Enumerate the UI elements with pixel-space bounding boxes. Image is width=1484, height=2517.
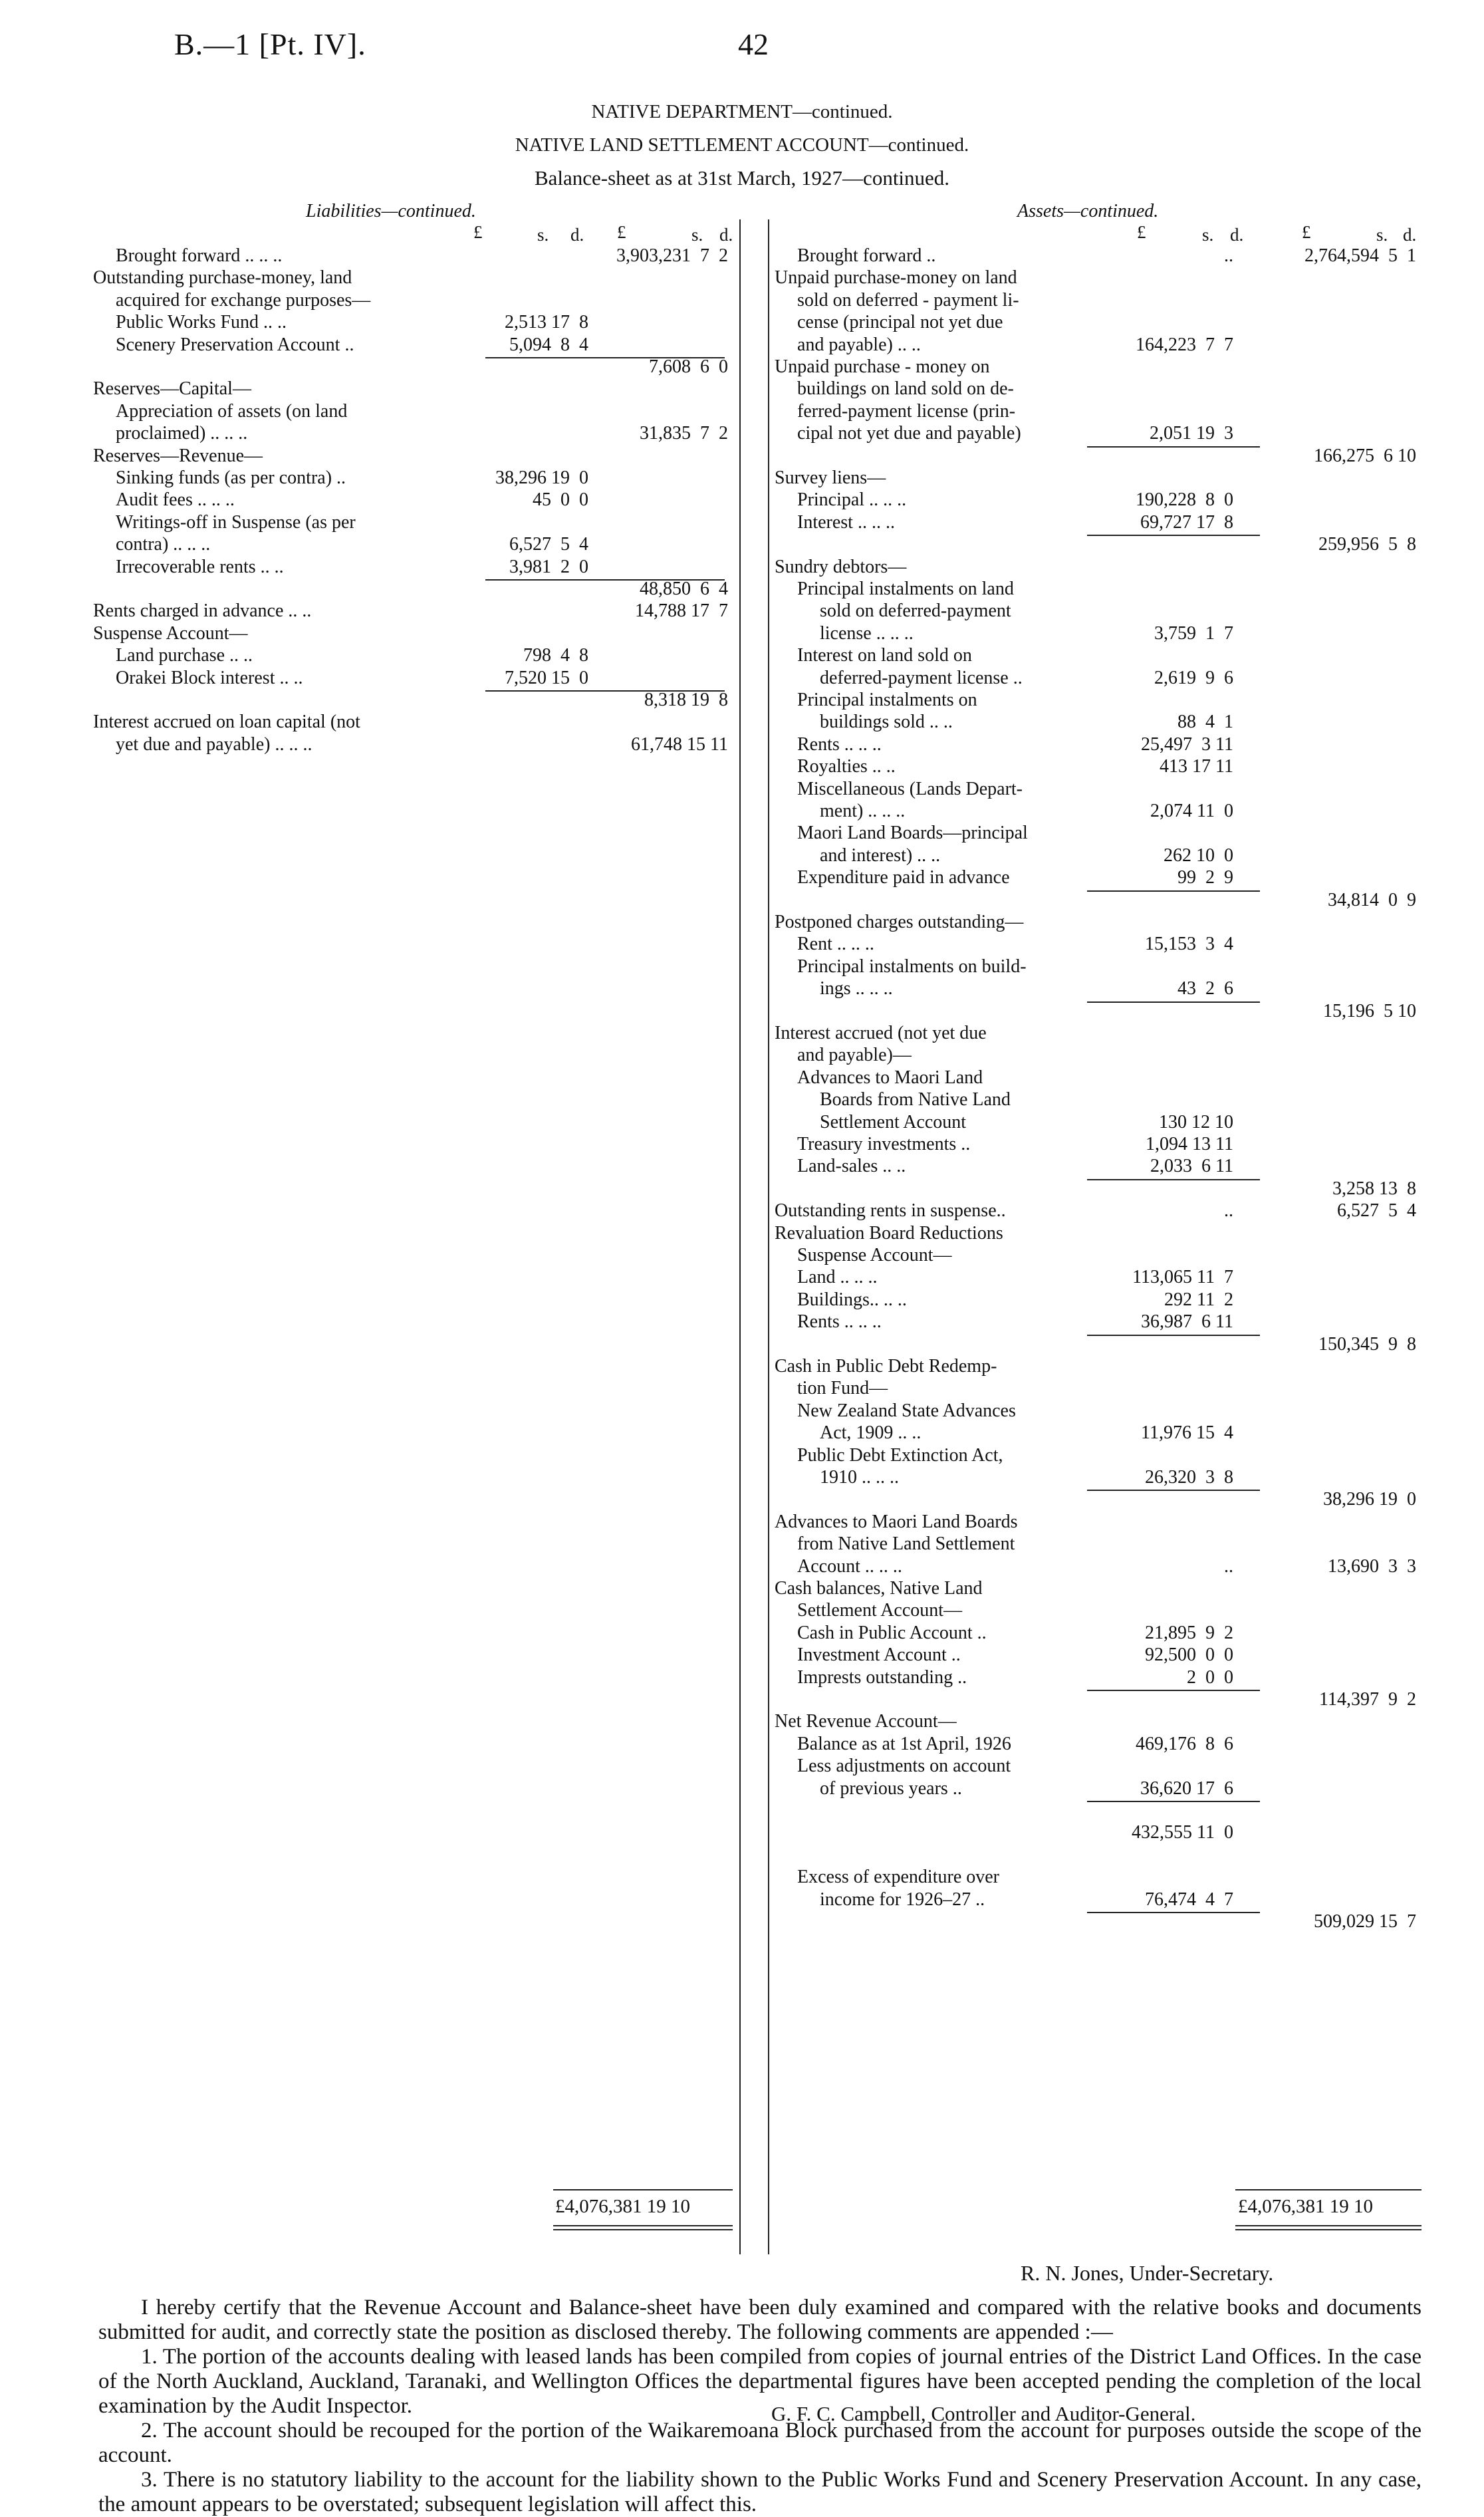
ledger-row	[775, 311, 1416, 333]
row-label: buildings sold .. ..	[820, 712, 953, 733]
ledger-row	[775, 889, 1416, 911]
ledger-row	[93, 422, 728, 444]
liabilities-heading: Liabilities—continued.	[306, 201, 476, 221]
row-label: Scenery Preservation Account ..	[116, 334, 354, 355]
row-label: and interest) .. ..	[820, 845, 941, 866]
ledger-row	[775, 1688, 1416, 1710]
ledger-row	[775, 667, 1416, 689]
row-label: Irrecoverable rents .. ..	[116, 556, 284, 577]
ledger-row	[775, 778, 1416, 800]
ledger-row	[775, 1778, 1416, 1799]
ledger-row	[775, 400, 1416, 422]
row-label: Brought forward .. .. ..	[116, 245, 283, 266]
row-amount-total: 14,788 17 7	[635, 600, 728, 622]
row-amount-detail: 3,981 2 0	[509, 556, 588, 577]
ledger-row	[775, 911, 1416, 933]
row-amount-total: 61,748 15 11	[631, 733, 728, 755]
ledger-row	[775, 1244, 1416, 1266]
row-amount-detail: 88 4 1	[1177, 712, 1233, 733]
row-label: Balance as at 1st April, 1926	[797, 1733, 1011, 1754]
ledger-row	[775, 1710, 1416, 1732]
row-label: Settlement Account—	[797, 1600, 963, 1621]
row-amount-detail: 190,228 8 0	[1136, 489, 1233, 511]
row-amount-detail: 76,474 4 7	[1145, 1889, 1233, 1910]
ledger-row	[775, 1400, 1416, 1422]
row-label: Cash in Public Debt Redemp-	[775, 1356, 997, 1377]
ledger-row	[775, 1178, 1416, 1200]
ledger-row	[775, 1622, 1416, 1644]
row-label: Expenditure paid in advance	[797, 867, 1010, 888]
row-amount-total: 6,527 5 4	[1337, 1200, 1416, 1222]
row-label: Sundry debtors—	[775, 556, 907, 577]
ledger-row	[775, 289, 1416, 311]
ledger-row	[775, 1488, 1416, 1510]
row-amount-detail: 164,223 7 7	[1136, 334, 1233, 355]
ledger-row	[93, 622, 728, 644]
row-label: Miscellaneous (Lands Depart-	[797, 778, 1023, 799]
row-amount-total: 3,903,231 7 2	[616, 245, 728, 266]
row-label: Principal instalments on build-	[797, 956, 1027, 977]
row-label: Revaluation Board Reductions	[775, 1222, 1003, 1244]
row-label: Act, 1909 .. ..	[820, 1422, 922, 1444]
row-amount-detail: 2,619 9 6	[1154, 667, 1233, 688]
row-amount-detail: ..	[1224, 1200, 1233, 1222]
ledger-row	[93, 245, 728, 267]
row-label: Orakei Block interest .. ..	[116, 667, 303, 688]
row-label: tion Fund—	[797, 1378, 888, 1399]
row-label: Imprests outstanding ..	[797, 1666, 967, 1688]
liabilities-total: £4,076,381 19 10	[555, 2196, 690, 2217]
ledger-row	[775, 933, 1416, 955]
row-label: Account .. .. ..	[797, 1555, 902, 1577]
unit-pence: d.	[719, 225, 733, 245]
department-title: NATIVE DEPARTMENT—continued.	[591, 101, 893, 122]
row-amount-total: 509,029 15 7	[1314, 1911, 1416, 1932]
ledger-row	[775, 1755, 1416, 1777]
row-label: Rents .. .. ..	[797, 733, 882, 755]
row-amount-detail: 1,094 13 11	[1146, 1134, 1233, 1154]
ledger-row	[775, 245, 1416, 267]
ledger-row	[775, 1911, 1416, 1932]
ledger-row	[775, 378, 1416, 400]
row-amount-detail: 2,074 11 0	[1150, 801, 1233, 821]
row-amount-total: 15,196 5 10	[1323, 1000, 1416, 1021]
row-label: Land .. .. ..	[797, 1267, 878, 1288]
row-amount-detail: 45 0 0	[533, 489, 588, 511]
row-label: and payable) .. ..	[797, 334, 921, 355]
row-amount-detail: 99 2 9	[1177, 867, 1233, 888]
row-label: Rent .. .. ..	[797, 934, 874, 955]
row-label: buildings on land sold on de-	[797, 378, 1014, 400]
row-label: income for 1926–27 ..	[820, 1889, 985, 1910]
ledger-row	[775, 1000, 1416, 1022]
ledger-row	[775, 1266, 1416, 1288]
row-amount-detail: 26,320 3 8	[1145, 1467, 1233, 1488]
row-amount-detail: 2,033 6 11	[1150, 1156, 1233, 1177]
ledger-row	[775, 1022, 1416, 1044]
ledger-row	[775, 1089, 1416, 1111]
ledger-row	[775, 1466, 1416, 1488]
row-label: Net Revenue Account—	[775, 1711, 957, 1732]
ledger-row	[93, 467, 728, 489]
row-label: Rents charged in advance .. ..	[93, 600, 312, 622]
row-label: Settlement Account	[820, 1111, 967, 1132]
row-label: Survey liens—	[775, 467, 886, 488]
ledger-row	[775, 1444, 1416, 1466]
unit-shilling: s.	[1202, 225, 1214, 245]
unit-pound: £	[617, 222, 626, 242]
row-label: Postponed charges outstanding—	[775, 912, 1024, 932]
ledger-row	[93, 600, 728, 622]
ledger-row	[775, 644, 1416, 666]
assets-left-border	[768, 219, 769, 2254]
liabilities-total-rule-double	[553, 2229, 733, 2230]
ledger-row	[93, 711, 728, 733]
row-label: Sinking funds (as per contra) ..	[116, 467, 346, 488]
auditor-general-signature: G. F. C. Campbell, Controller and Auditor-General.	[771, 2402, 1196, 2425]
ledger-row	[775, 689, 1416, 711]
assets-total-rule-double	[1235, 2229, 1422, 2230]
ledger-row	[775, 1866, 1416, 1888]
row-label: Maori Land Boards—principal	[797, 823, 1028, 844]
ledger-row	[775, 956, 1416, 978]
liabilities-right-border	[739, 219, 741, 2254]
ledger-row	[775, 1200, 1416, 1222]
row-amount-total: 31,835 7 2	[640, 423, 728, 444]
ledger-row	[775, 1155, 1416, 1177]
row-amount-total: 38,296 19 0	[1323, 1489, 1416, 1510]
row-label: Boards from Native Land	[820, 1089, 1011, 1111]
ledger-row	[775, 1067, 1416, 1089]
ledger-row	[775, 356, 1416, 378]
ledger-row	[775, 1133, 1416, 1155]
ledger-row	[775, 866, 1416, 888]
row-amount-detail: ..	[1224, 1555, 1233, 1577]
row-label: Interest accrued on loan capital (not	[93, 712, 360, 733]
row-amount-detail: 2,513 17 8	[505, 312, 588, 333]
ledger-row	[775, 1666, 1416, 1688]
ledger-row	[775, 511, 1416, 533]
row-label: Public Debt Extinction Act,	[797, 1444, 1003, 1466]
row-label: Excess of expenditure over	[797, 1867, 999, 1888]
row-label: yet due and payable) .. .. ..	[116, 733, 312, 755]
row-amount-detail: 292 11 2	[1164, 1289, 1233, 1310]
row-amount-detail: 5,094 8 4	[509, 334, 588, 355]
row-amount-detail: 469,176 8 6	[1136, 1733, 1233, 1754]
ledger-row	[93, 578, 728, 600]
unit-pound: £	[473, 222, 483, 242]
ledger-row	[775, 1222, 1416, 1244]
row-amount-total: 3,258 13 8	[1332, 1178, 1416, 1199]
ledger-row	[775, 1422, 1416, 1444]
unit-pence: d.	[1230, 225, 1244, 245]
row-amount-total: 7,608 6 0	[649, 356, 728, 377]
row-amount-total: 48,850 6 4	[640, 579, 728, 599]
row-amount-detail: 7,520 15 0	[505, 667, 588, 688]
row-label: New Zealand State Advances	[797, 1400, 1016, 1421]
liabilities-total-rule	[553, 2225, 733, 2226]
row-amount-detail: 43 2 6	[1177, 978, 1233, 999]
row-label: Land purchase .. ..	[116, 645, 253, 666]
ledger-row	[93, 733, 728, 755]
unit-pence: d.	[1403, 225, 1417, 245]
ledger-row	[93, 334, 728, 356]
ledger-row	[93, 489, 728, 511]
row-amount-detail: 3,759 1 7	[1154, 622, 1233, 644]
ledger-row	[775, 733, 1416, 755]
row-label: Public Works Fund .. ..	[116, 312, 287, 333]
row-label: Land-sales .. ..	[797, 1156, 906, 1177]
row-amount-detail: 92,500 0 0	[1145, 1645, 1233, 1666]
ledger-row	[93, 356, 728, 378]
assets-total: £4,076,381 19 10	[1238, 2196, 1373, 2217]
unit-pound: £	[1302, 222, 1311, 242]
row-label: Royalties .. ..	[797, 756, 896, 777]
row-label: Cash balances, Native Land	[775, 1578, 983, 1599]
row-label: Investment Account ..	[797, 1645, 961, 1666]
ledger-row	[775, 556, 1416, 578]
ledger-row	[93, 378, 728, 400]
row-label: Audit fees .. .. ..	[116, 489, 235, 511]
ledger-row	[775, 845, 1416, 866]
ledger-row	[775, 1511, 1416, 1533]
row-label: Advances to Maori Land Boards	[775, 1511, 1018, 1532]
row-amount-detail: 15,153 3 4	[1145, 934, 1233, 955]
ledger-row	[775, 578, 1416, 600]
row-label: cipal not yet due and payable)	[797, 423, 1021, 444]
row-label: proclaimed) .. .. ..	[116, 423, 248, 444]
ledger-row	[775, 533, 1416, 555]
ledger-row	[775, 1599, 1416, 1621]
account-title: NATIVE LAND SETTLEMENT ACCOUNT—continued.	[515, 134, 969, 156]
unit-shilling: s.	[537, 225, 549, 245]
row-label: cense (principal not yet due	[797, 312, 1003, 333]
ledger-row	[775, 1044, 1416, 1066]
row-label: Interest on land sold on	[797, 645, 972, 666]
ledger-row	[93, 311, 728, 333]
row-label: from Native Land Settlement	[797, 1533, 1015, 1555]
ledger-row	[775, 1844, 1416, 1866]
row-label: Reserves—Revenue—	[93, 445, 263, 466]
ledger-row	[775, 489, 1416, 511]
ledger-row	[775, 334, 1416, 356]
row-label: Appreciation of assets (on land	[116, 400, 348, 422]
row-label: deferred-payment license ..	[820, 667, 1023, 688]
row-label: Interest .. .. ..	[797, 511, 895, 533]
ledger-row	[775, 1799, 1416, 1821]
row-amount-total: 259,956 5 8	[1318, 534, 1416, 555]
ledger-row	[775, 1555, 1416, 1577]
row-label: Principal .. .. ..	[797, 489, 907, 511]
ledger-row	[775, 1821, 1416, 1843]
row-label: Suspense Account—	[797, 1245, 952, 1265]
row-label: Outstanding rents in suspense..	[775, 1200, 1006, 1222]
row-label: Buildings.. .. ..	[797, 1289, 907, 1310]
assets-total-rule-top	[1235, 2189, 1422, 2190]
row-amount-detail: 11,976 15 4	[1141, 1422, 1233, 1444]
ledger-row	[775, 1733, 1416, 1755]
row-label: Interest accrued (not yet due	[775, 1023, 987, 1043]
row-label: sold on deferred-payment	[820, 600, 1011, 622]
ledger-row	[93, 644, 728, 666]
row-label: Principal instalments on land	[797, 579, 1014, 599]
row-label: Unpaid purchase-money on land	[775, 267, 1017, 289]
row-amount-detail: 38,296 19 0	[495, 467, 588, 488]
row-label: ings .. .. ..	[820, 978, 893, 999]
ledger-row	[775, 755, 1416, 777]
row-label: acquired for exchange purposes—	[116, 289, 371, 311]
row-amount-total: 114,397 9 2	[1319, 1689, 1416, 1710]
row-amount-detail: 25,497 3 11	[1141, 733, 1233, 755]
certificate-comment-2: 2. The account should be recouped for the portion of the Waikaremoana Block purchased from the account for purposes outside the scope of the account.	[98, 2419, 1422, 2467]
row-label: Writings-off in Suspense (as per	[116, 511, 356, 533]
ledger-row	[93, 667, 728, 689]
unit-shilling: s.	[691, 225, 703, 245]
row-amount-total: 34,814 0 9	[1328, 889, 1416, 910]
row-amount-detail: 2 0 0	[1187, 1666, 1233, 1688]
ledger-row	[775, 1289, 1416, 1311]
ledger-row	[775, 1355, 1416, 1377]
row-amount-detail: 130 12 10	[1159, 1111, 1233, 1132]
ledger-row	[775, 1889, 1416, 1911]
row-amount-detail: 36,987 6 11	[1141, 1311, 1233, 1333]
row-label: license .. .. ..	[820, 622, 914, 644]
row-amount-detail: 2,051 19 3	[1150, 423, 1233, 444]
ledger-row	[93, 445, 728, 467]
ledger-row	[775, 822, 1416, 844]
row-amount-detail: 413 17 11	[1160, 756, 1233, 777]
row-amount-detail: 432,555 11 0	[1132, 1822, 1233, 1843]
row-amount-detail: 36,620 17 6	[1140, 1778, 1233, 1799]
ledger-row	[93, 289, 728, 311]
row-label: and payable)—	[797, 1045, 912, 1066]
ledger-row	[775, 978, 1416, 999]
row-label: ment) .. .. ..	[820, 801, 906, 821]
row-label: Outstanding purchase-money, land	[93, 267, 352, 289]
unit-pence: d.	[570, 225, 584, 245]
assets-total-rule	[1235, 2225, 1422, 2226]
ledger-row	[775, 800, 1416, 822]
unit-shilling: s.	[1376, 225, 1388, 245]
row-amount-detail: 69,727 17 8	[1140, 511, 1233, 533]
row-amount-detail: 6,527 5 4	[509, 534, 588, 555]
ledger-row	[93, 533, 728, 555]
row-label: ferred-payment license (prin-	[797, 400, 1016, 422]
audit-certificate	[98, 2296, 1422, 2517]
ledger-row	[775, 600, 1416, 622]
page-number: 42	[738, 27, 769, 61]
balance-sheet-title: Balance-sheet as at 31st March, 1927—continued.	[534, 166, 950, 190]
row-amount-total: 166,275 6 10	[1314, 445, 1416, 466]
ledger-row	[775, 711, 1416, 733]
ledger-row	[93, 556, 728, 578]
ledger-row	[93, 400, 728, 422]
ledger-row	[775, 1311, 1416, 1333]
row-label: of previous years ..	[820, 1778, 962, 1799]
ledger-row	[775, 422, 1416, 444]
ledger-row	[775, 1577, 1416, 1599]
ledger-row	[93, 511, 728, 533]
row-label: Less adjustments on account	[797, 1756, 1011, 1777]
certificate-comment-1: 1. The portion of the accounts dealing with leased lands has been compiled from copies of journal entries of the District Land Offices. In the case of the North Auckland, Auckland, Taranaki, and Wellington Offices the departmental figures have been accepted pending the completion of the local examination by the Audit Inspector.	[98, 2345, 1422, 2418]
ledger-row	[775, 445, 1416, 467]
row-label: Brought forward ..	[797, 245, 936, 266]
row-amount-detail: 262 10 0	[1164, 845, 1233, 866]
row-amount-detail: ..	[1224, 245, 1233, 266]
row-label: Advances to Maori Land	[797, 1067, 983, 1088]
row-label: Treasury investments ..	[797, 1134, 971, 1154]
row-amount-detail: 21,895 9 2	[1145, 1622, 1233, 1643]
row-label: Unpaid purchase - money on	[775, 356, 990, 377]
document-reference: B.—1 [Pt. IV].	[174, 27, 366, 61]
row-label: Reserves—Capital—	[93, 378, 251, 400]
ledger-row	[775, 467, 1416, 489]
row-label: sold on deferred - payment li-	[797, 289, 1019, 311]
row-label: Principal instalments on	[797, 690, 977, 710]
row-label: 1910 .. .. ..	[820, 1467, 899, 1488]
row-label: Rents .. .. ..	[797, 1311, 882, 1333]
row-amount-detail: 798 4 8	[523, 645, 588, 666]
assets-heading: Assets—continued.	[1017, 201, 1159, 221]
row-amount-total: 13,690 3 3	[1328, 1555, 1416, 1577]
under-secretary-signature: R. N. Jones, Under-Secretary.	[1021, 2261, 1274, 2285]
row-label: Cash in Public Account ..	[797, 1622, 987, 1643]
ledger-row	[775, 267, 1416, 289]
row-amount-detail: 113,065 11 7	[1132, 1267, 1233, 1288]
row-amount-total: 150,345 9 8	[1318, 1333, 1416, 1355]
liabilities-total-rule-top	[553, 2189, 733, 2190]
row-amount-total: 8,318 19 8	[644, 690, 728, 710]
ledger-row	[775, 1377, 1416, 1399]
row-amount-total: 2,764,594 5 1	[1304, 245, 1416, 266]
ledger-row	[775, 622, 1416, 644]
ledger-row	[775, 1533, 1416, 1555]
certificate-intro: I hereby certify that the Revenue Account and Balance-sheet have been duly examined and compared with the relative books and documents submitted for audit, and correctly state the position as disclosed thereby. The following comments are appended :—	[98, 2296, 1422, 2344]
row-label: contra) .. .. ..	[116, 534, 211, 555]
certificate-comment-3: 3. There is no statutory liability to the account for the liability shown to the Public Works Fund and Scenery Preservation Account. In any case, the amount appears to be overstated; subsequent legislation will affect this.	[98, 2468, 1422, 2516]
ledger-row	[93, 689, 728, 711]
ledger-row	[775, 1111, 1416, 1133]
ledger-row	[93, 267, 728, 289]
ledger-row	[775, 1333, 1416, 1355]
row-label: Suspense Account—	[93, 622, 248, 644]
ledger-row	[775, 1644, 1416, 1666]
unit-pound: £	[1137, 222, 1146, 242]
